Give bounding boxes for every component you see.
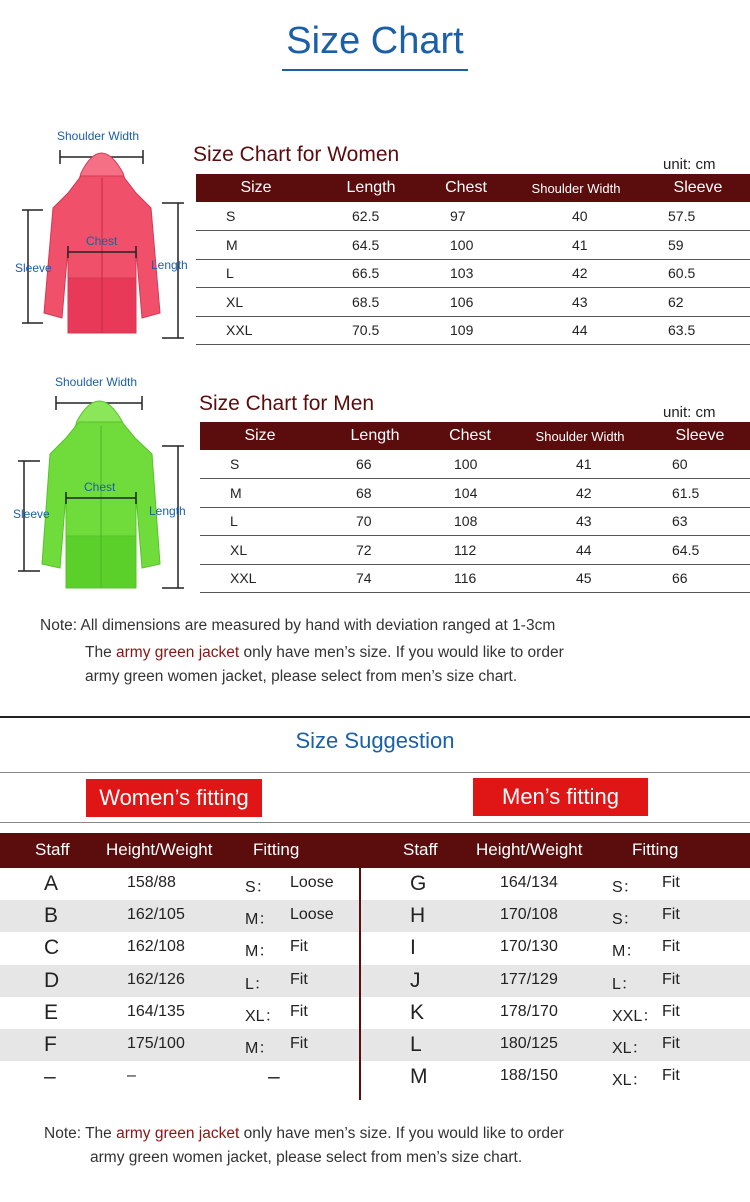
fit-cell: Fit [662, 1067, 680, 1085]
staff-cell: B [44, 904, 59, 928]
fit-cell: Fit [290, 970, 308, 988]
table-cell: 63.5 [646, 316, 750, 345]
table-cell: S [200, 450, 320, 479]
fit-size-cell: S： [245, 879, 272, 896]
staff-cell: M [410, 1065, 428, 1089]
column-header: Size [200, 422, 320, 450]
table-cell: 44 [506, 316, 646, 345]
men-fitting-badge: Men’s fitting [473, 778, 648, 816]
length-label: Length [151, 258, 188, 272]
women-size-table [196, 174, 750, 345]
table-cell: 62.5 [316, 202, 426, 231]
height-weight-cell: 164/135 [127, 1002, 185, 1020]
table-cell: L [196, 259, 316, 288]
shoulder-width-label: Shoulder Width [55, 375, 138, 389]
men-size-table [200, 422, 750, 593]
height-weight-cell: 178/170 [500, 1002, 558, 1020]
fit-size-cell: XL： [612, 1072, 648, 1090]
table-cell: 64.5 [316, 231, 426, 260]
table-row [200, 564, 750, 593]
height-weight-cell: 170/130 [500, 938, 558, 956]
column-header: Length [316, 174, 426, 202]
staff-cell: L [410, 1033, 422, 1056]
column-header: Length [320, 422, 430, 450]
table-cell: 68.5 [316, 288, 426, 317]
header-fitting-men: Fitting [632, 840, 679, 859]
table-cell: 60.5 [646, 259, 750, 288]
table-header-row [200, 422, 750, 450]
table-cell: 97 [426, 202, 506, 231]
row-stripe [0, 965, 750, 997]
staff-cell: K [410, 1000, 425, 1024]
table-row [196, 202, 750, 231]
table-cell: 59 [646, 231, 750, 260]
fit-size-cell: L： [612, 975, 637, 993]
column-divider [359, 868, 361, 1100]
chest-label: Chest [86, 234, 118, 248]
height-weight-cell: 162/105 [127, 906, 185, 924]
table-cell: M [200, 479, 320, 508]
table-cell: 66 [650, 564, 750, 593]
fit-size-cell: XXL： [612, 1007, 659, 1025]
table-cell: 66 [320, 450, 430, 479]
men-unit: unit: cm [663, 404, 716, 421]
table-cell: 70 [320, 507, 430, 536]
table-cell: 74 [320, 564, 430, 593]
table-cell: 45 [510, 564, 650, 593]
column-header: Sleeve [646, 174, 750, 202]
height-weight-cell: 188/150 [500, 1067, 558, 1085]
women-chart-title: Size Chart for Women [193, 143, 400, 166]
fit-cell: Loose [290, 874, 334, 891]
fit-size-cell: XL： [612, 1040, 648, 1057]
table-cell: 41 [510, 450, 650, 479]
table-cell: 42 [510, 479, 650, 508]
table-cell: 63 [650, 507, 750, 536]
staff-cell: G [410, 872, 427, 895]
table-cell: 43 [506, 288, 646, 317]
table-cell: 100 [426, 231, 506, 260]
fit-cell: – [268, 1065, 280, 1089]
fit-cell: Fit [662, 906, 680, 924]
fit-cell: Fit [662, 1035, 680, 1052]
table-cell: 108 [430, 507, 510, 536]
staff-cell: A [44, 872, 59, 895]
table-cell: XXL [200, 564, 320, 593]
header-staff-women: Staff [35, 840, 70, 859]
table-cell: XXL [196, 316, 316, 345]
divider [0, 822, 750, 823]
column-header: Shoulder Width [510, 422, 650, 450]
height-weight-cell: 162/126 [127, 970, 185, 988]
header-hw-men: Height/Weight [476, 840, 583, 859]
fit-size-cell: M： [612, 943, 642, 961]
column-header: Sleeve [650, 422, 750, 450]
shoulder-width-label: Shoulder Width [57, 129, 140, 143]
fit-size-cell: L： [245, 975, 270, 993]
staff-cell: H [410, 904, 426, 928]
note-army-green: The army green jacket only have men’s size. If you would like to order [85, 644, 564, 661]
fit-cell: Fit [662, 1002, 680, 1020]
height-weight-cell: 175/100 [127, 1035, 185, 1052]
length-label: Length [149, 504, 186, 518]
table-row [200, 507, 750, 536]
section-divider [0, 716, 750, 718]
sleeve-label: Sleeve [13, 507, 50, 521]
fit-size-cell: S： [612, 879, 639, 896]
table-cell: 41 [506, 231, 646, 260]
table-cell: 100 [430, 450, 510, 479]
fit-cell: Fit [662, 970, 680, 988]
table-cell: XL [200, 536, 320, 565]
fit-cell: Fit [290, 1002, 308, 1020]
fit-cell: Loose [290, 906, 334, 924]
table-cell: XL [196, 288, 316, 317]
column-header: Chest [426, 174, 506, 202]
table-cell: 57.5 [646, 202, 750, 231]
height-weight-cell: 177/129 [500, 970, 558, 988]
height-weight-cell: – [127, 1067, 136, 1085]
table-cell: 112 [430, 536, 510, 565]
table-row [200, 536, 750, 565]
fit-cell: Fit [290, 938, 308, 956]
table-cell: 43 [510, 507, 650, 536]
height-weight-cell: 162/108 [127, 938, 185, 956]
fit-size-cell: M： [245, 911, 275, 929]
divider [0, 772, 750, 773]
table-row [196, 259, 750, 288]
height-weight-cell: 158/88 [127, 874, 176, 891]
table-cell: S [196, 202, 316, 231]
table-cell: 106 [426, 288, 506, 317]
table-cell: M [196, 231, 316, 260]
table-header-row [196, 174, 750, 202]
fit-size-cell: S： [612, 911, 639, 929]
table-row [200, 450, 750, 479]
table-row [196, 288, 750, 317]
table-cell: 116 [430, 564, 510, 593]
column-header: Size [196, 174, 316, 202]
women-unit: unit: cm [663, 156, 716, 173]
column-header: Chest [430, 422, 510, 450]
staff-cell: C [44, 936, 60, 960]
header-staff-men: Staff [403, 840, 438, 859]
header-fitting-women: Fitting [253, 840, 300, 859]
fit-size-cell: XL： [245, 1007, 281, 1025]
sleeve-label: Sleeve [15, 261, 52, 275]
page-title: Size Chart [0, 20, 750, 71]
staff-cell: F [44, 1033, 57, 1056]
fit-cell: Fit [290, 1035, 308, 1052]
table-cell: 40 [506, 202, 646, 231]
staff-cell: J [410, 968, 421, 992]
note-measurement: Note: All dimensions are measured by hand with deviation ranged at 1-3cm [40, 617, 556, 634]
fit-size-cell: M： [245, 1040, 275, 1057]
fit-size-cell: M： [245, 943, 275, 961]
table-cell: 60 [650, 450, 750, 479]
table-row [200, 479, 750, 508]
staff-cell: – [44, 1065, 56, 1089]
size-suggestion-title: Size Suggestion [295, 728, 455, 753]
height-weight-cell: 170/108 [500, 906, 558, 924]
table-cell: 104 [430, 479, 510, 508]
fit-cell: Fit [662, 874, 680, 891]
table-cell: 68 [320, 479, 430, 508]
table-cell: 64.5 [650, 536, 750, 565]
men-chart-title: Size Chart for Men [199, 392, 375, 415]
fit-cell: Fit [662, 938, 680, 956]
height-weight-cell: 164/134 [500, 874, 558, 891]
table-cell: 62 [646, 288, 750, 317]
column-header: Shoulder Width [506, 174, 646, 202]
jacket-shape [42, 401, 160, 588]
staff-cell: D [44, 968, 60, 992]
height-weight-cell: 180/125 [500, 1035, 558, 1052]
note-bottom-line2: army green women jacket, please select from men’s size chart. [90, 1149, 523, 1166]
table-cell: 61.5 [650, 479, 750, 508]
staff-cell: E [44, 1000, 59, 1024]
table-cell: 72 [320, 536, 430, 565]
table-row [196, 316, 750, 345]
table-cell: 42 [506, 259, 646, 288]
women-fitting-badge: Women’s fitting [86, 779, 262, 817]
staff-cell: I [410, 936, 416, 960]
note-army-green-line2: army green women jacket, please select from men’s size chart. [85, 668, 518, 685]
table-row [196, 231, 750, 260]
table-cell: 70.5 [316, 316, 426, 345]
header-hw-women: Height/Weight [106, 840, 213, 859]
table-cell: 44 [510, 536, 650, 565]
chest-label: Chest [84, 480, 116, 494]
table-cell: L [200, 507, 320, 536]
table-cell: 109 [426, 316, 506, 345]
table-cell: 103 [426, 259, 506, 288]
table-cell: 66.5 [316, 259, 426, 288]
note-bottom: Note: The army green jacket only have men’s size. If you would like to order [44, 1125, 564, 1142]
